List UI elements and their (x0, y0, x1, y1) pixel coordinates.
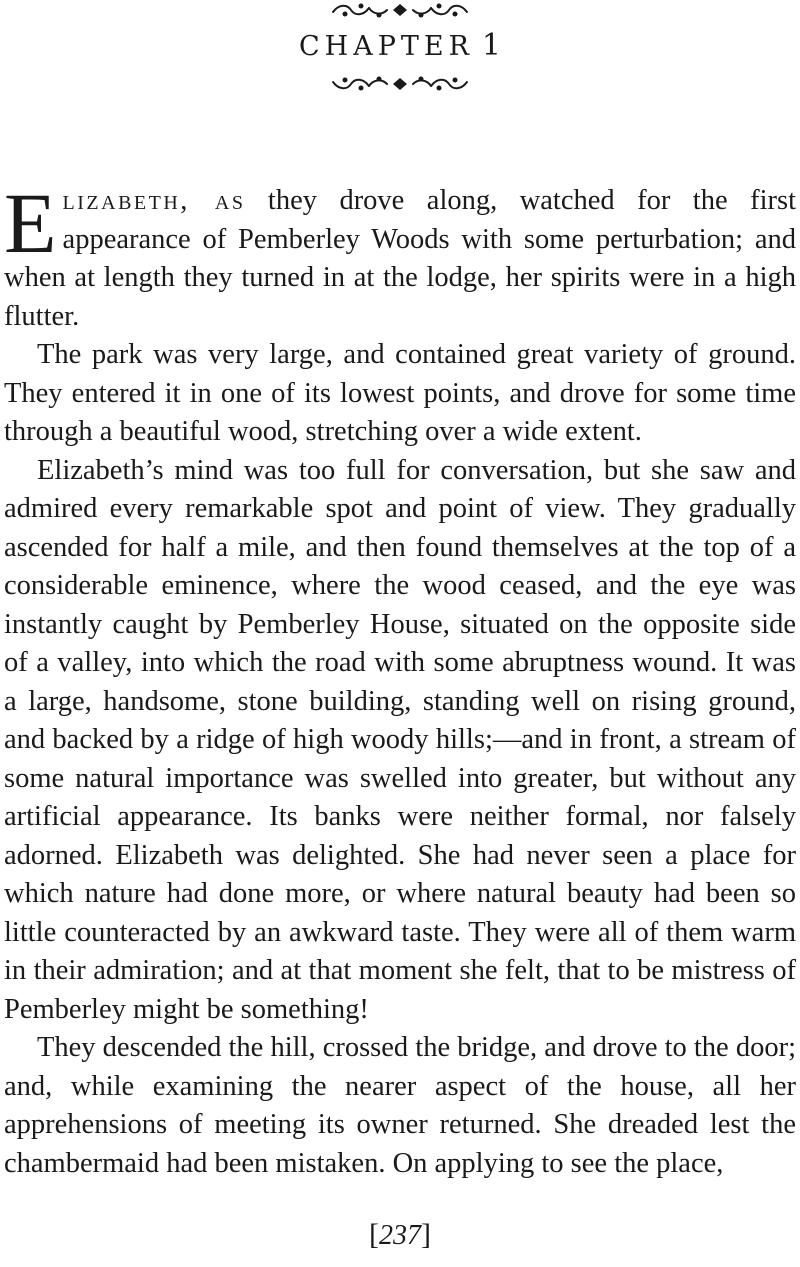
page-number-value: 237 (379, 1220, 421, 1251)
bottom-ornament-icon (0, 72, 800, 99)
page-number-bracket-close: ] (421, 1218, 431, 1251)
chapter-number: 1 (481, 28, 501, 63)
paragraph-3: Elizabeth’s mind was too full for conversation, but she saw and admired every remarkable spot and point of view. They gradually ascended for half a mile, and then found themselves at the top of a considerable eminence, where the wood ceased, and the eye was instantly caught by Pemberley House, situated on the opposite side of a valley, into which the road with some abruptness wound. It was a large, handsome, stone building, standing well on rising ground, and backed by a ridge of high woody hills;—and in front, a stream of some natural importance was swelled into greater, but without any artificial appearance. Its banks were neither formal, nor falsely adorned. Elizabeth was delighted. She had never seen a place for which nature had done more, or where natural beauty had been so little counteracted by an awkward taste. They were all of them warm in their admiration; and at that moment she felt, that to be mistress of Pemberley might be something! (4, 454, 796, 1025)
lead-small-caps: lizabeth, as (62, 185, 246, 216)
paragraph-4: They descended the hill, crossed the bridge, and drove to the door; and, while examining the nearer aspect of the house, all her apprehensions of meeting its owner returned. She dreaded lest the chambermaid had been mistaken. On applying to see the place, (4, 1032, 796, 1179)
chapter-body-text (4, 175, 796, 1183)
page-number (0, 1218, 800, 1252)
chapter-label: CHAPTER (298, 31, 474, 62)
paragraph-1 (4, 175, 796, 336)
top-ornament-icon (0, 0, 800, 27)
page-number-bracket-open: [ (369, 1218, 379, 1251)
drop-cap: E (4, 175, 57, 271)
paragraph-1-text: they drove along, watched for the first appearance of Pemberley Woods with some perturbation; and when at length they turned in at the lodge, her spirits were in a high flutter. (4, 185, 796, 332)
chapter-heading (0, 28, 800, 63)
paragraph-2: The park was very large, and contained great variety of ground. They entered it in one of its lowest points, and drove for some time through a beautiful wood, stretching over a wide extent. (4, 339, 796, 447)
